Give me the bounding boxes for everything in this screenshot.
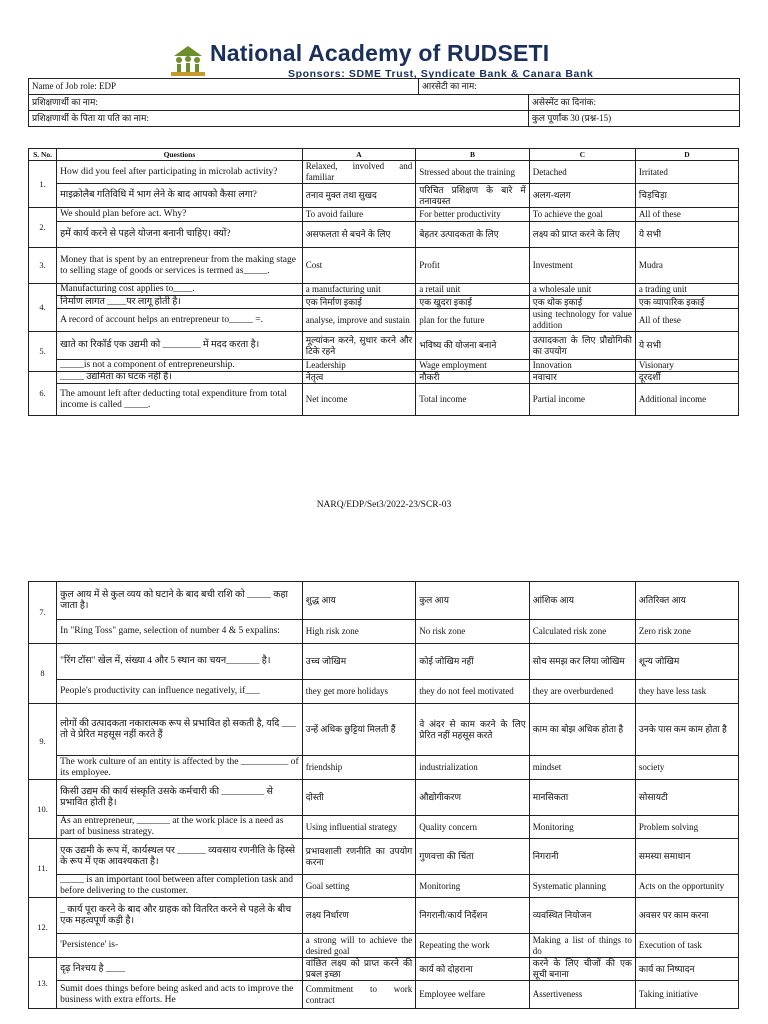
question-row: [29, 934, 739, 958]
document-code: NARQ/EDP/Set3/2022-23/SCR-03: [316, 500, 452, 510]
option-c: using technology for value addition: [529, 309, 635, 332]
option-a: Relaxed, involved and familiar: [302, 161, 415, 184]
question-row: [29, 898, 739, 934]
question-row: [29, 208, 739, 222]
question-number: 12.: [29, 898, 57, 958]
option-a: मूल्यांकन करने, सुधार करने और टिके रहने: [302, 332, 415, 360]
question-number: 6.: [29, 372, 57, 416]
option-d: society: [635, 756, 738, 780]
option-c: mindset: [529, 756, 635, 780]
option-a: तनाव मुक्त तथा सुखद: [302, 184, 415, 208]
option-d: Mudra: [635, 248, 738, 284]
question-number: 11.: [29, 839, 57, 898]
question-text: खाते का रिकॉर्ड एक उद्यमी को ________ में मदद करता है।: [57, 332, 303, 360]
option-a: they get more holidays: [302, 680, 415, 704]
option-b: निगरानी/कार्य निर्देशन: [416, 898, 529, 934]
question-row: [29, 384, 739, 416]
option-c: लक्ष्य को प्राप्त करने के लिए: [529, 222, 635, 248]
question-text: Manufacturing cost applies to____.: [57, 284, 303, 296]
option-b: Monitoring: [416, 875, 529, 898]
question-number: 7.: [29, 582, 57, 644]
option-c: सोच समझ कर लिया जोखिम: [529, 644, 635, 680]
option-b: भविष्य की योजना बनाने: [416, 332, 529, 360]
sponsors-line: Sponsors: SDME Trust, Syndicate Bank & Canara Bank: [288, 68, 594, 80]
option-a: Commitment to work contract: [302, 981, 415, 1009]
option-c: आंशिक आय: [529, 582, 635, 620]
question-number: 2.: [29, 208, 57, 248]
question-text: हमें कार्य करने से पहले योजना बनानी चाहिए। क्यों?: [57, 222, 303, 248]
option-a: Leadership: [302, 360, 415, 372]
option-a: लक्ष्य निर्धारण: [302, 898, 415, 934]
question-number: 10.: [29, 780, 57, 839]
option-d: ये सभी: [635, 222, 738, 248]
question-text: _____is not a component of entrepreneurship.: [57, 360, 303, 372]
option-b: a retail unit: [416, 284, 529, 296]
option-d: Execution of task: [635, 934, 738, 958]
total-marks-field: कुल पूर्णांक 30 (प्रश्न-15): [529, 111, 740, 127]
question-table-part2: [28, 581, 739, 1009]
option-c: नवाचार: [529, 372, 635, 384]
option-a: analyse, improve and sustain: [302, 309, 415, 332]
option-d: शून्य जोखिम: [635, 644, 738, 680]
option-d: ये सभी: [635, 332, 738, 360]
option-b: नौकरी: [416, 372, 529, 384]
option-a: a manufacturing unit: [302, 284, 415, 296]
option-b: Total income: [416, 384, 529, 416]
option-a: उच्च जोखिम: [302, 644, 415, 680]
option-a: Cost: [302, 248, 415, 284]
question-text: We should plan before act. Why?: [57, 208, 303, 222]
question-text: The amount left after deducting total expenditure from total income is called _____.: [57, 384, 303, 416]
option-d: All of these: [635, 309, 738, 332]
question-number: 9.: [29, 704, 57, 780]
option-c: Investment: [529, 248, 635, 284]
option-c: Innovation: [529, 360, 635, 372]
option-a: Using influential strategy: [302, 816, 415, 839]
column-header: D: [635, 149, 738, 161]
option-d: Visionary: [635, 360, 738, 372]
option-d: All of these: [635, 208, 738, 222]
option-a: वांछित लक्ष्य को प्राप्त करने की प्रबल इच्छा: [302, 958, 415, 981]
option-a: असफलता से बचने के लिए: [302, 222, 415, 248]
trainee-info-table: [28, 78, 740, 127]
option-c: निगरानी: [529, 839, 635, 875]
option-c: एक थोक इकाई: [529, 296, 635, 309]
question-text: _____ उद्यमिता का घटक नहीं है।: [57, 372, 303, 384]
rudseti-logo-icon: [168, 42, 208, 78]
option-c: व्यवस्थित नियोजन: [529, 898, 635, 934]
question-number: 8: [29, 644, 57, 704]
question-row: [29, 875, 739, 898]
option-b: कोई जोखिम नहीं: [416, 644, 529, 680]
question-number: 5.: [29, 332, 57, 372]
question-row: [29, 704, 739, 756]
assessment-date-field: असेस्मेंट का दिनांक:: [529, 95, 740, 111]
father-name-field: प्रशिक्षणार्थी के पिता या पति का नाम:: [29, 111, 529, 127]
option-b: कुल आय: [416, 582, 529, 620]
question-number: 4.: [29, 284, 57, 332]
option-c: Calculated risk zone: [529, 620, 635, 644]
question-row: [29, 332, 739, 360]
option-d: सोसायटी: [635, 780, 738, 816]
option-b: औद्योगीकरण: [416, 780, 529, 816]
option-d: दूरदर्शी: [635, 372, 738, 384]
option-a: उन्हें अधिक छुट्टियां मिलती हैं: [302, 704, 415, 756]
option-d: Irritated: [635, 161, 738, 184]
question-row: [29, 184, 739, 208]
option-c: Detached: [529, 161, 635, 184]
option-d: Acts on the opportunity: [635, 875, 738, 898]
question-text: दृढ़ निश्चय है ____: [57, 958, 303, 981]
org-title: National Academy of RUDSETI: [210, 40, 550, 66]
job-role-field: Name of Job role: EDP: [29, 79, 419, 95]
option-c: उत्पादकता के लिए प्रौद्योगिकी का उपयोग: [529, 332, 635, 360]
question-number: 1.: [29, 161, 57, 208]
option-a: एक निर्माण इकाई: [302, 296, 415, 309]
question-row: [29, 620, 739, 644]
option-c: Partial income: [529, 384, 635, 416]
question-row: [29, 981, 739, 1009]
option-a: To avoid failure: [302, 208, 415, 222]
option-b: Quality concern: [416, 816, 529, 839]
question-text: In "Ring Toss" game, selection of number 4 & 5 expalins:: [57, 620, 303, 644]
option-c: Systematic planning: [529, 875, 635, 898]
question-text: The work culture of an entity is affected by the __________ of its employee.: [57, 756, 303, 780]
question-text: Money that is spent by an entrepreneur from the making stage to selling stage of goods or services is termed as_____.: [57, 248, 303, 284]
option-d: एक व्यापारिक इकाई: [635, 296, 738, 309]
option-d: Additional income: [635, 384, 738, 416]
question-row: [29, 680, 739, 704]
option-a: Goal setting: [302, 875, 415, 898]
option-b: For better productivity: [416, 208, 529, 222]
question-text: 'Persistence' is-: [57, 934, 303, 958]
option-a: नेतृत्व: [302, 372, 415, 384]
question-row: [29, 284, 739, 296]
question-text: Sumit does things before being asked and acts to improve the business with extra efforts. He: [57, 981, 303, 1009]
option-a: friendship: [302, 756, 415, 780]
option-d: अतिरिक्त आय: [635, 582, 738, 620]
option-d: समस्या समाधान: [635, 839, 738, 875]
option-b: Wage employment: [416, 360, 529, 372]
header: [168, 42, 608, 80]
option-a: प्रभावशाली रणनीति का उपयोग करना: [302, 839, 415, 875]
option-b: industrialization: [416, 756, 529, 780]
option-d: चिड़चिड़ा: [635, 184, 738, 208]
question-text: As an entrepreneur, _______ at the work place is a need as part of business strategy.: [57, 816, 303, 839]
question-text: _ कार्य पूरा करने के बाद और ग्राहक को वितरित करने से पहले के बीच एक महत्वपूर्ण कड़ी है।: [57, 898, 303, 934]
question-row: [29, 582, 739, 620]
question-row: [29, 756, 739, 780]
option-b: वे अंदर से काम करने के लिए प्रेरित नहीं महसूस करते: [416, 704, 529, 756]
question-row: [29, 222, 739, 248]
option-d: उनके पास कम काम होता है: [635, 704, 738, 756]
column-header: A: [302, 149, 415, 161]
question-row: [29, 309, 739, 332]
option-b: Profit: [416, 248, 529, 284]
option-c: Making a list of things to do: [529, 934, 635, 958]
question-text: निर्माण लागत ____पर लागू होती है।: [57, 296, 303, 309]
option-c: a wholesale unit: [529, 284, 635, 296]
question-row: [29, 839, 739, 875]
option-b: plan for the future: [416, 309, 529, 332]
option-b: बेहतर उत्पादकता के लिए: [416, 222, 529, 248]
option-b: एक खुदरा इकाई: [416, 296, 529, 309]
question-row: [29, 958, 739, 981]
option-a: a strong will to achieve the desired goal: [302, 934, 415, 958]
option-d: Problem solving: [635, 816, 738, 839]
option-d: कार्य का निष्पादन: [635, 958, 738, 981]
column-header: Questions: [57, 149, 303, 161]
question-text: How did you feel after participating in microlab activity?: [57, 161, 303, 184]
rseti-name-field: आरसेटी का नाम:: [419, 79, 740, 95]
trainee-name-field: प्रशिक्षणार्थी का नाम:: [29, 95, 529, 111]
question-row: [29, 816, 739, 839]
option-b: No risk zone: [416, 620, 529, 644]
question-row: [29, 780, 739, 816]
option-d: Taking initiative: [635, 981, 738, 1009]
option-c: करने के लिए चीजों की एक सूची बनाना: [529, 958, 635, 981]
question-number: 13.: [29, 958, 57, 1009]
question-row: [29, 360, 739, 372]
question-text: A record of account helps an entrepreneur to_____ =.: [57, 309, 303, 332]
question-row: [29, 372, 739, 384]
question-text: People's productivity can influence negatively, if___: [57, 680, 303, 704]
question-number: 3.: [29, 248, 57, 284]
option-a: दोस्ती: [302, 780, 415, 816]
option-c: काम का बोझ अधिक होता है: [529, 704, 635, 756]
option-c: Monitoring: [529, 816, 635, 839]
option-b: परिचित प्रशिक्षण के बारे में तनावग्रस्त: [416, 184, 529, 208]
question-row: [29, 161, 739, 184]
column-header: C: [529, 149, 635, 161]
column-header: S. No.: [29, 149, 57, 161]
option-b: कार्य को दोहराना: [416, 958, 529, 981]
option-b: they do not feel motivated: [416, 680, 529, 704]
question-text: "रिंग टॉस" खेल में, संख्या 4 और 5 स्थान का चयन_______ है।: [57, 644, 303, 680]
option-b: Stressed about the training: [416, 161, 529, 184]
option-c: To achieve the goal: [529, 208, 635, 222]
table-header-row: [29, 149, 739, 161]
option-c: they are overburdened: [529, 680, 635, 704]
option-d: a trading unit: [635, 284, 738, 296]
question-text: एक उद्यमी के रूप में, कार्यस्थल पर ______ व्यवसाय रणनीति के हिस्से के रूप में एक आवश्यकता है।: [57, 839, 303, 875]
option-d: they have less task: [635, 680, 738, 704]
option-a: Net income: [302, 384, 415, 416]
option-c: अलग-थलग: [529, 184, 635, 208]
question-text: माइक्रोलैब गतिविधि में भाग लेने के बाद आपको कैसा लगा?: [57, 184, 303, 208]
question-text: _____ is an important tool between after completion task and before delivering to the customer.: [57, 875, 303, 898]
option-a: शुद्ध आय: [302, 582, 415, 620]
option-c: मानसिकता: [529, 780, 635, 816]
question-row: [29, 248, 739, 284]
option-a: High risk zone: [302, 620, 415, 644]
option-b: गुणवत्ता की चिंता: [416, 839, 529, 875]
question-text: लोगों की उत्पादकता नकारात्मक रूप से प्रभावित हो सकती है, यदि ___ तो वे प्रेरित महसूस नहीं करते हैं: [57, 704, 303, 756]
option-d: Zero risk zone: [635, 620, 738, 644]
question-text: किसी उद्यम की कार्य संस्कृति उसके कर्मचारी की _________ से प्रभावित होती है।: [57, 780, 303, 816]
option-c: Assertiveness: [529, 981, 635, 1009]
column-header: B: [416, 149, 529, 161]
question-table-part1: [28, 148, 739, 416]
question-text: कुल आय में से कुल व्यय को घटाने के बाद बची राशि को _____ कहा जाता है।: [57, 582, 303, 620]
question-row: [29, 296, 739, 309]
question-row: [29, 644, 739, 680]
option-d: अवसर पर काम करना: [635, 898, 738, 934]
option-b: Employee welfare: [416, 981, 529, 1009]
option-b: Repeating the work: [416, 934, 529, 958]
